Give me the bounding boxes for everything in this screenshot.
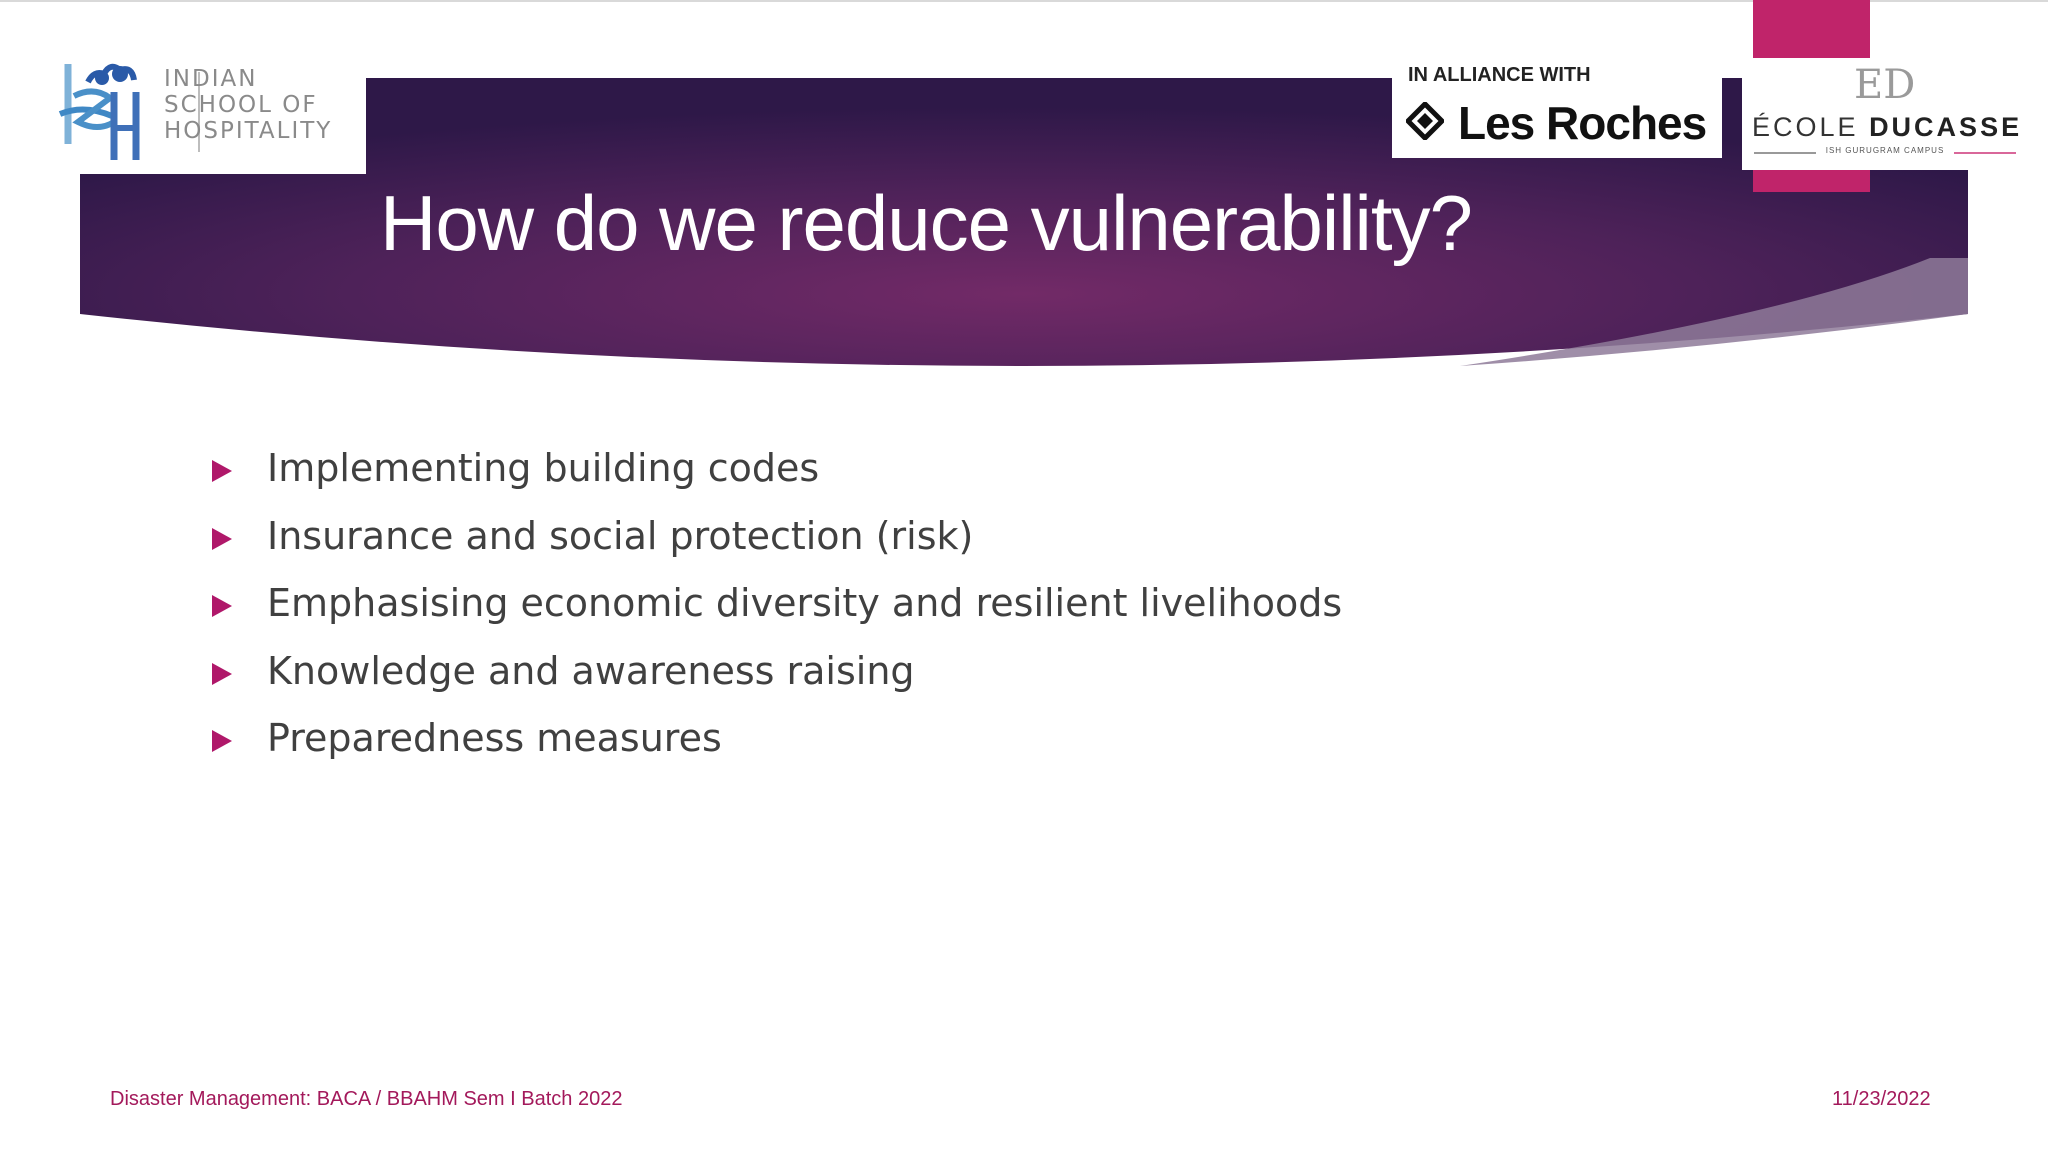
ish-logo-line: HOSPITALITY: [164, 118, 333, 144]
ducasse-campus: ISH GURUGRAM CAMPUS: [1825, 146, 1945, 155]
diamond-icon: [1406, 102, 1444, 140]
les-roches-logo: [1392, 56, 1722, 158]
ducasse-rule-right: [1954, 152, 2016, 154]
ducasse-name-bold: DUCASSE: [1869, 112, 2023, 142]
bullet-arrow-icon: [210, 526, 234, 552]
footer-course: Disaster Management: BACA / BBAHM Sem I Batch 2022: [110, 1088, 623, 1110]
bullet-arrow-icon: [210, 661, 234, 687]
bullet-text: Implementing building codes: [267, 446, 820, 490]
les-roches-name: Les Roches: [1458, 97, 1707, 149]
ish-logo: [48, 46, 366, 174]
window-top-border: [0, 0, 2048, 2]
bullet-text: Insurance and social protection (risk): [267, 513, 974, 558]
bullet-text: Preparedness measures: [267, 716, 722, 760]
ish-logo-text: [164, 66, 332, 144]
ducasse-name: [1752, 112, 2022, 143]
bullet-arrow-icon: [210, 728, 234, 754]
bullet-text: Emphasising economic diversity and resilient livelihoods: [267, 581, 1343, 625]
ish-monogram-icon: [54, 52, 154, 164]
footer-date: 11/23/2022: [1832, 1088, 1931, 1110]
ish-logo-line: SCHOOL OF: [164, 92, 318, 118]
ish-logo-line: INDIAN: [164, 66, 258, 92]
ducasse-name-light: ÉCOLE: [1752, 112, 1859, 142]
bullet-text: Knowledge and awareness raising: [267, 648, 915, 693]
ecole-ducasse-logo: [1742, 58, 2028, 170]
bullet-arrow-icon: [210, 458, 234, 484]
slide-title: How do we reduce vulnerability?: [380, 179, 1472, 267]
ducasse-monogram: ED: [1854, 62, 1916, 108]
alliance-label: IN ALLIANCE WITH: [1408, 64, 1591, 86]
bullet-arrow-icon: [210, 593, 234, 619]
